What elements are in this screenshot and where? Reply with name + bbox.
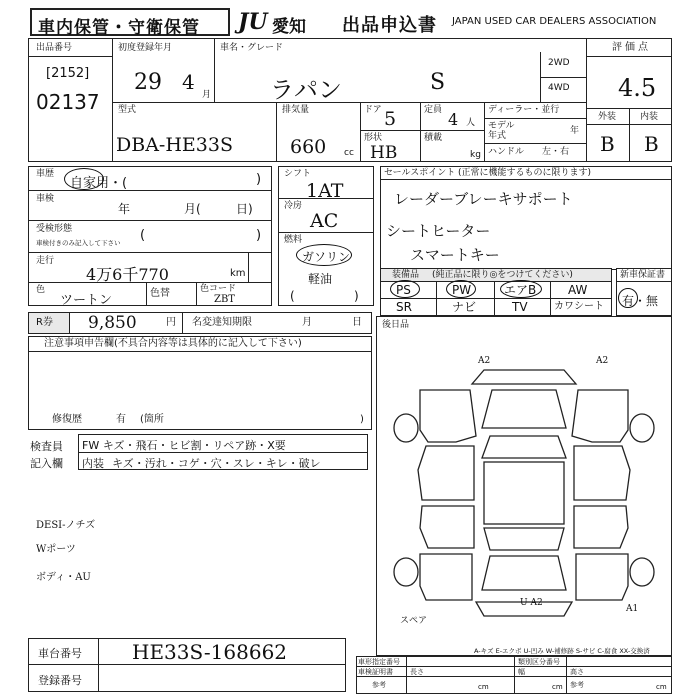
sales-point-1: レーダーブレーキサポート [394, 190, 573, 208]
displacement-value: 660 [290, 136, 327, 158]
damage-legend: A-キズ E-エクボ U-凹み W-補修跡 S-サビ C-腐食 XX-交換済 [474, 647, 650, 655]
front-bumper [472, 370, 576, 384]
recycle-value: 9,850 [88, 313, 137, 333]
exterior-grade: B [600, 132, 615, 156]
cert-label: 車検証明書 [358, 668, 393, 676]
height-unit: cm [656, 683, 667, 691]
registration-label: 初度登録年月 [118, 43, 173, 53]
equip-tv: TV [512, 300, 528, 314]
load-unit: kg [470, 150, 481, 160]
inspector-row-1: FW キズ・飛石・ヒビ割・リペア跡・X要 [82, 439, 286, 452]
name-change-month: 月 [302, 317, 312, 328]
model-label: 型式 [118, 105, 137, 115]
mileage-value: 4万6千770 [86, 265, 169, 284]
sales-points-label: セールスポイント [384, 168, 456, 178]
car-grade: S [430, 70, 446, 95]
width-unit: cm [552, 683, 563, 691]
left-front-fender [420, 390, 476, 442]
interior-grade: B [644, 132, 659, 156]
right-rear-fender [576, 554, 628, 600]
ref-label-2: 参考 [570, 681, 584, 689]
damage-mark-3: U A2 [520, 598, 543, 608]
name-change-day: 日 [352, 317, 362, 328]
fuel-label: 燃料 [284, 235, 303, 245]
mileage-unit: km [230, 268, 246, 279]
inspector-label-1: 検査員 [30, 440, 63, 453]
repair-location: (箇所 [140, 414, 164, 425]
length-unit: cm [478, 683, 489, 691]
mileage-label: 走行 [36, 256, 55, 266]
association-name: JAPAN USED CAR DEALERS ASSOCIATION [452, 16, 657, 27]
shape-label: 形状 [364, 133, 383, 143]
recycle-label: R券 [36, 317, 53, 328]
inspection-year-unit: 年 [118, 202, 131, 216]
equip-navi: ナビ [452, 300, 477, 314]
year-unit: 年 [570, 126, 580, 136]
rating-label: 評価点 [612, 42, 651, 53]
handwritten-note-2: Wポーツ [36, 544, 76, 555]
inspector-row-2: キズ・汚れ・コゲ・穴・スレ・キレ・破レ [112, 457, 321, 470]
registration-month-unit: 月 [202, 90, 212, 100]
left-rear-fender [420, 554, 472, 600]
lot-number: 02137 [36, 90, 100, 114]
left-front-door [418, 446, 474, 500]
inspection-label: 車検 [36, 194, 55, 204]
rear-seat-label: 後日品 [382, 320, 410, 330]
right-front-wheel [630, 414, 654, 442]
color-code: ZBT [214, 294, 235, 305]
windshield [482, 436, 566, 458]
equip-aw: AW [568, 283, 588, 297]
shape-value: HB [370, 143, 398, 163]
right-rear-wheel [630, 558, 654, 586]
lot-sub-number: [2152] [46, 66, 90, 81]
damage-mark-2: A2 [596, 356, 609, 366]
repair-label: 修復歴 [52, 414, 82, 425]
storage-label-box [30, 8, 230, 36]
capacity-value: 4 [448, 110, 459, 129]
chassis-number: HE33S-168662 [132, 640, 288, 664]
registration-number-label: 登録番号 [38, 674, 82, 687]
car-name: ラパン [270, 76, 342, 104]
left-rear-door [420, 506, 474, 548]
width-label: 幅 [518, 668, 525, 676]
shift-value: 1AT [306, 180, 344, 202]
sales-points-note: (正常に機能するものに限ります) [458, 168, 592, 178]
notes-label: 注意事項申告欄(不具合内容等は具体的に記入して下さい) [44, 338, 302, 349]
displacement-unit: cc [344, 148, 354, 158]
handle-options: 左・右 [542, 147, 570, 157]
registration-year: 29 [134, 70, 162, 95]
damage-mark-1: A2 [478, 356, 491, 366]
capacity-unit: 人 [466, 118, 476, 128]
history-value: 自家用・( [70, 176, 128, 191]
handle-label: ハンドル [488, 147, 525, 157]
trunk [482, 556, 566, 590]
color-code-label: 色コード [200, 284, 237, 294]
warranty-options: 有・無 [622, 294, 659, 308]
equip-ps: PS [396, 283, 411, 297]
drive-2wd: 2WD [548, 58, 570, 68]
lot-label: 出品番号 [36, 43, 73, 53]
left-rear-wheel [394, 558, 418, 586]
shift-label: シフト [284, 169, 312, 179]
fuel-gasoline: ガソリン [302, 250, 351, 264]
load-label: 積載 [424, 133, 443, 143]
drive-4wd: 4WD [548, 83, 570, 93]
equipment-label: 装備品 [392, 270, 420, 280]
color-label: 色 [36, 285, 46, 295]
interior-label: 内装 [640, 112, 659, 122]
capacity-label: 定員 [424, 105, 443, 115]
history-label: 車歴 [36, 169, 55, 179]
damage-mark-4: A1 [626, 604, 639, 614]
equip-pw: PW [452, 283, 472, 297]
doors-label: ドア [364, 105, 382, 115]
ju-logo [238, 9, 268, 35]
cooling-value: AC [310, 210, 339, 232]
equip-airbag: エアB [504, 283, 537, 297]
recycle-unit: 円 [166, 317, 176, 328]
repaint-label: 色替 [150, 288, 170, 299]
cooling-label: 冷房 [284, 201, 303, 211]
inspection-month-unit: 月( [184, 202, 201, 216]
ref-label-1: 参考 [372, 681, 386, 689]
dealer-label: ディーラー・並行 [488, 105, 560, 115]
category-number-label: 類別区分番号 [518, 658, 560, 666]
rating-score: 4.5 [618, 74, 657, 102]
height-label: 高さ [570, 668, 584, 676]
equip-leather: カワシート [554, 301, 604, 312]
repair-value: 有 [116, 414, 126, 425]
inspector-label-2: 記入欄 [30, 457, 63, 470]
left-front-wheel [394, 414, 418, 442]
length-label: 長さ [410, 668, 424, 676]
inspector-row-2-head: 内装 [82, 457, 104, 470]
inspection-day-unit: 日) [236, 202, 253, 216]
right-rear-door [574, 506, 628, 548]
spare-label: スペア [400, 616, 428, 626]
equip-sr: SR [396, 300, 412, 314]
registration-month: 4 [182, 70, 195, 94]
car-name-label: 車名・グレード [220, 43, 284, 53]
receipt-note: 車検付きのみ記入して下さい [36, 239, 121, 247]
hood [482, 390, 566, 428]
roof [484, 462, 564, 524]
sales-point-3: スマートキー [410, 246, 500, 264]
sales-point-2: シートヒーター [386, 222, 491, 240]
form-title: 出品申込書 [342, 15, 437, 36]
handwritten-note-1: DESI-ノチズ [36, 520, 96, 531]
right-front-door [574, 446, 630, 500]
warranty-label: 新車保証書 [620, 270, 666, 280]
right-front-fender [572, 390, 628, 442]
rear-window [484, 528, 564, 550]
doors-value: 5 [384, 108, 397, 130]
name-change-label: 名変達知期限 [192, 317, 252, 328]
chassis-label: 車台番号 [38, 647, 82, 660]
color-value: ツートン [60, 293, 113, 308]
storage-label: 車内保管・守衛保管 [38, 18, 200, 38]
equipment-note: (純正品に限り◎をつけてください) [432, 270, 573, 280]
exterior-label: 外装 [598, 112, 617, 122]
model-year-label-2: 年式 [488, 131, 507, 141]
fuel-diesel: 軽油 [308, 272, 333, 286]
displacement-label: 排気量 [282, 105, 310, 115]
handwritten-note-3: ボディ・AU [36, 572, 91, 583]
model-year-label-1: モデル [488, 121, 515, 131]
car-damage-diagram [380, 350, 668, 640]
receipt-label: 受検形態 [36, 224, 73, 234]
org-name: 愛知 [272, 17, 306, 37]
logo-text: JU [238, 9, 268, 35]
model-value: DBA-HE33S [116, 134, 233, 156]
designated-number-label: 車形指定番号 [358, 658, 400, 666]
